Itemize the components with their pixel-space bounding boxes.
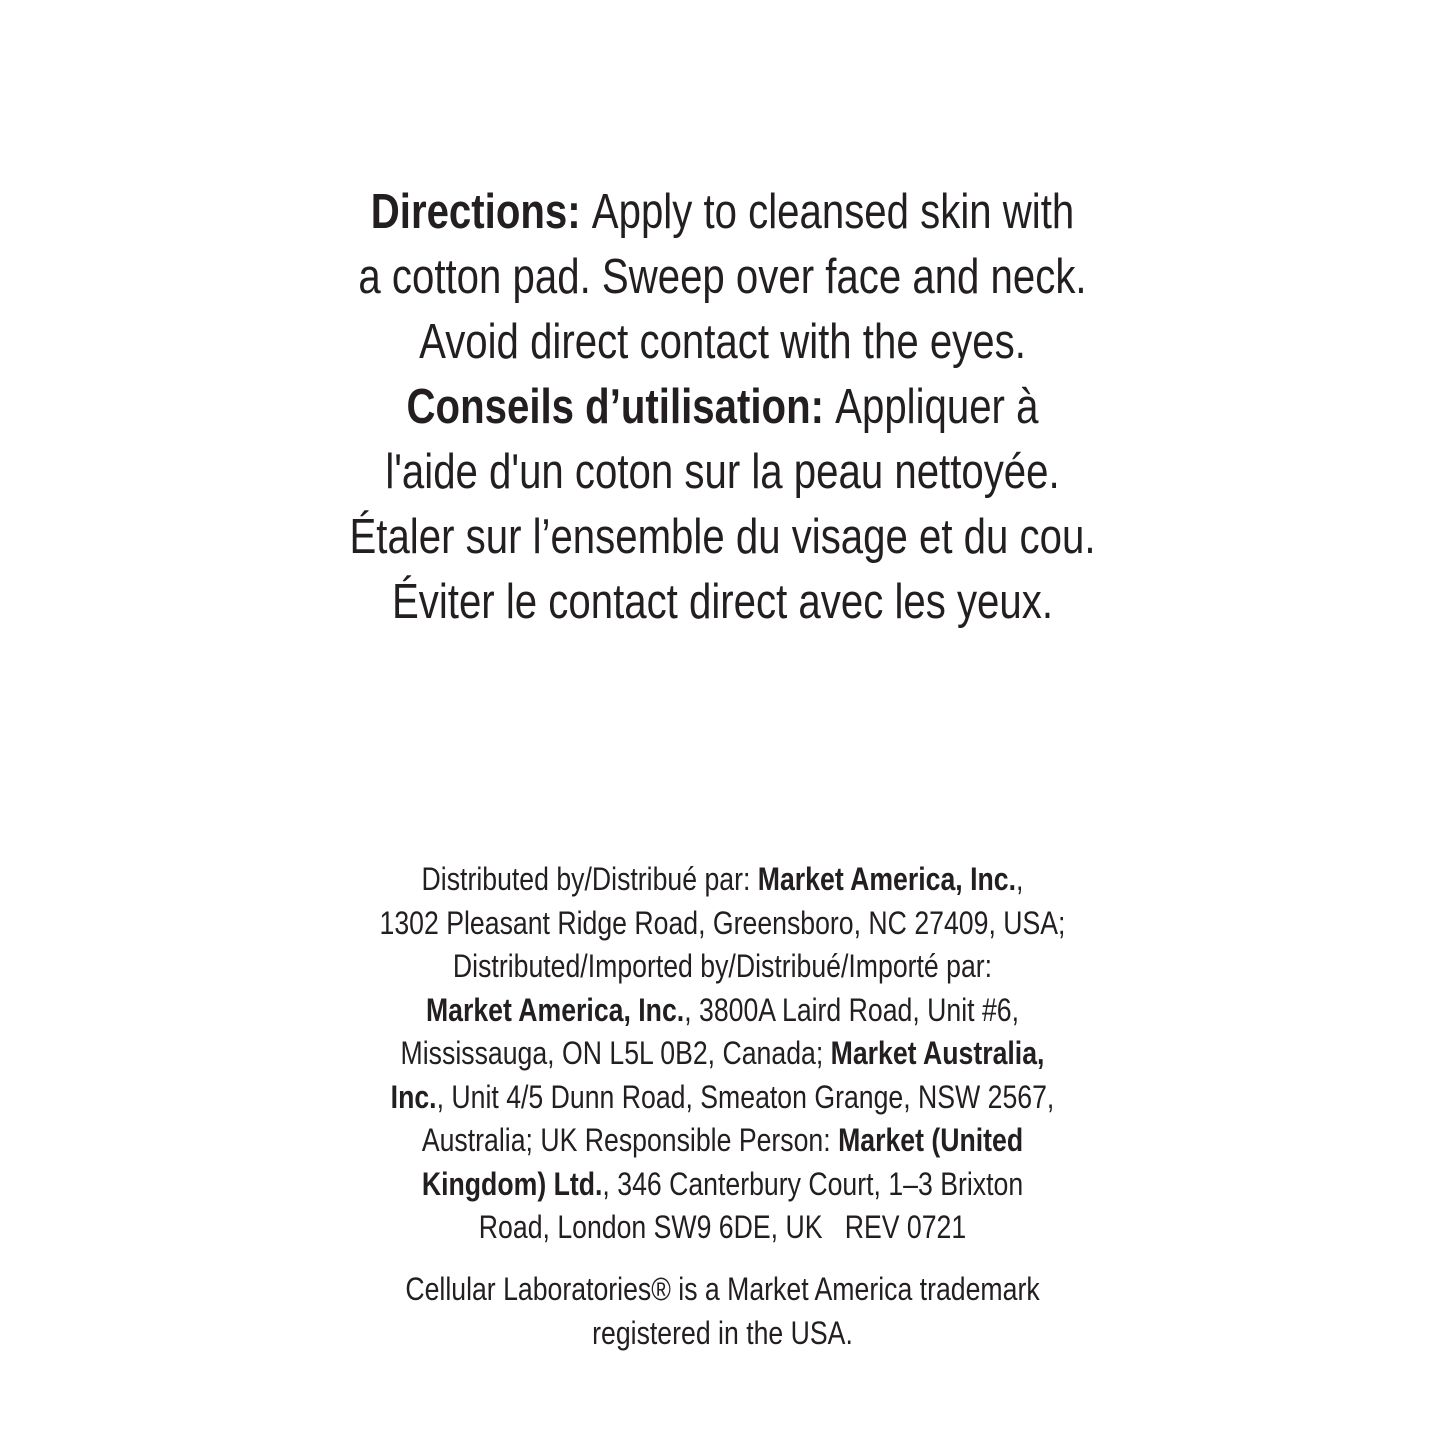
directions-group — [130, 180, 1315, 635]
text-line — [130, 1268, 1315, 1312]
bold-text-segment: Inc. — [390, 1078, 437, 1115]
text-line — [130, 1163, 1315, 1207]
distributor-info-text — [130, 858, 1315, 1250]
text-line — [130, 1076, 1315, 1120]
text-line — [130, 902, 1315, 946]
text-segment: Éviter le contact direct avec les yeux. — [391, 575, 1054, 629]
bold-text-segment: Market (United — [838, 1122, 1024, 1158]
directions-en-text — [130, 180, 1315, 375]
text-line — [130, 180, 1315, 245]
trademark-notice-text — [130, 1268, 1315, 1355]
text-segment: , — [1016, 861, 1024, 897]
text-segment: , 3800A Laird Road, Unit #6, — [684, 991, 1020, 1028]
text-segment: Mississauga, ON L5L 0B2, Canada; — [400, 1035, 831, 1071]
text-line — [130, 1032, 1315, 1076]
text-segment: , 346 Canterbury Court, 1–3 Brixton — [602, 1165, 1024, 1202]
text-line — [130, 375, 1315, 440]
text-line — [130, 245, 1315, 310]
directions-fr-text — [130, 375, 1315, 635]
text-segment: Road, London SW9 6DE, UK REV 0721 — [478, 1209, 967, 1245]
text-line — [130, 1206, 1315, 1250]
text-line — [130, 310, 1315, 375]
text-line — [130, 1312, 1315, 1356]
text-segment: a cotton pad. Sweep over face and neck. — [358, 250, 1087, 304]
text-segment: Australia; UK Responsible Person: — [421, 1122, 839, 1158]
bold-text-segment: Market Australia, — [830, 1035, 1045, 1071]
text-segment: 1302 Pleasant Ridge Road, Greensboro, NC 27409, USA; — [379, 904, 1066, 941]
text-segment: Étaler sur l’ensemble du visage et du cou. — [349, 510, 1096, 564]
text-line — [130, 440, 1315, 505]
text-line — [130, 989, 1315, 1033]
text-segment: l'aide d'un coton sur la peau nettoyée. — [385, 445, 1060, 499]
text-segment: , Unit 4/5 Dunn Road, Smeaton Grange, NSW 2567, — [436, 1078, 1055, 1115]
text-segment: Distributed/Imported by/Distribué/Importé par: — [452, 948, 993, 984]
bold-text-segment: Directions: — [370, 185, 592, 239]
text-segment: Avoid direct contact with the eyes. — [419, 315, 1026, 369]
bold-text-segment: Conseils d’utilisation: — [406, 380, 836, 434]
text-line — [130, 505, 1315, 570]
text-segment: Appliquer à — [835, 380, 1039, 434]
bold-text-segment: Kingdom) Ltd. — [421, 1165, 603, 1202]
bold-text-segment: Market America, Inc. — [757, 861, 1017, 897]
text-segment: Distributed by/Distribué par: — [421, 861, 758, 897]
text-line — [130, 945, 1315, 989]
text-line — [130, 1119, 1315, 1163]
text-segment: registered in the USA. — [592, 1314, 853, 1351]
text-line — [130, 570, 1315, 635]
text-line — [130, 858, 1315, 902]
text-segment: Cellular Laboratories® is a Market America trademark — [405, 1271, 1040, 1307]
text-segment: Apply to cleansed skin with — [591, 185, 1075, 239]
bold-text-segment: Market America, Inc. — [425, 991, 685, 1028]
